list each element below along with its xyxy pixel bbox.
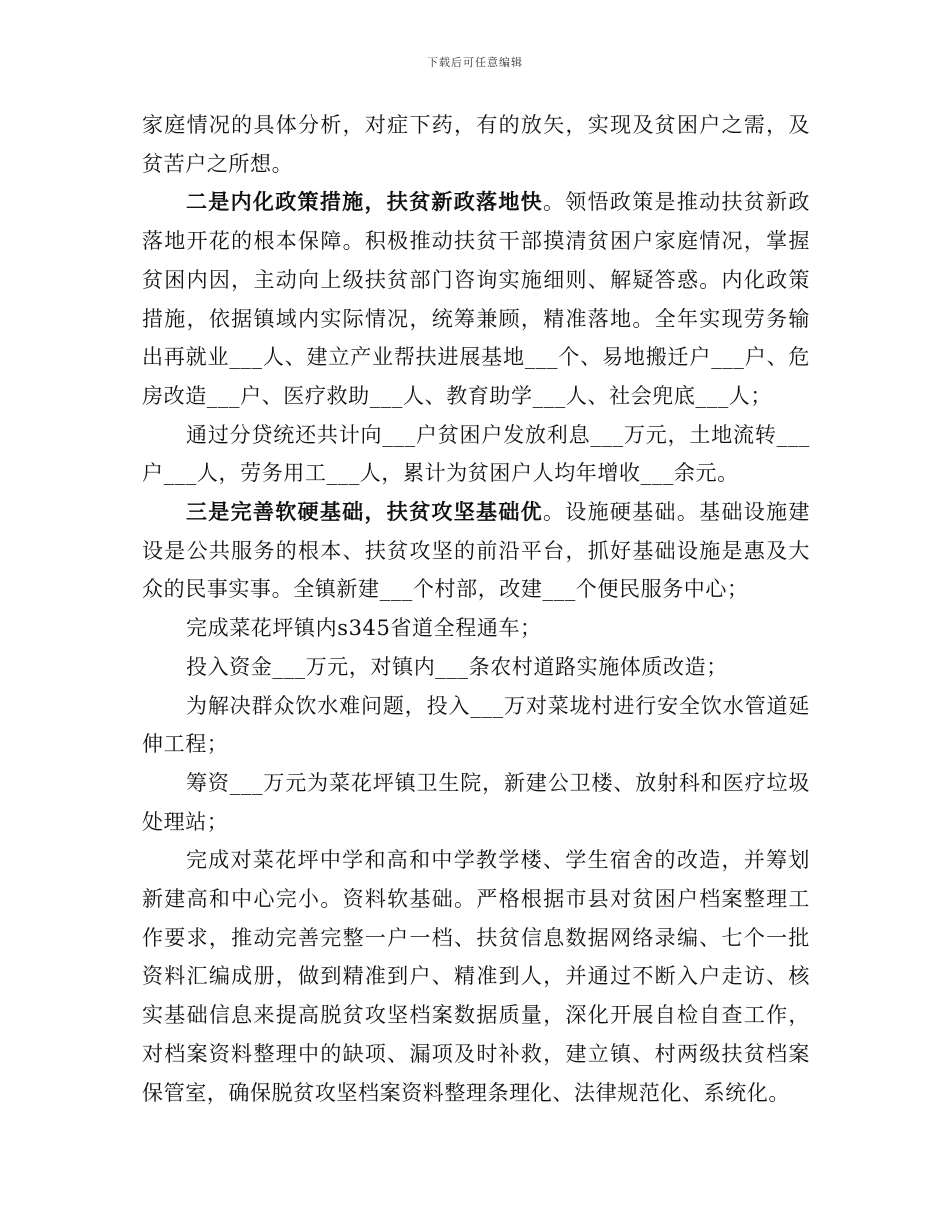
- paragraph-6: [142, 648, 810, 687]
- paragraph-text: 家庭情况的具体分析，对症下药，有的放矢，实现及贫困户之需，及贫苦户之所想。: [142, 113, 810, 176]
- paragraph-2: [142, 183, 810, 415]
- paragraph-7: [142, 687, 810, 764]
- paragraph-text: 。设施硬基础。基础设施建设是公共服务的根本、扶贫攻坚的前沿平台，抓好基础设施是惠及大众的民事实事。全镇新建___个村部，改建___个便民服务中心；: [142, 500, 810, 602]
- paragraph-5: [142, 609, 810, 648]
- paragraph-8: [142, 764, 810, 841]
- paragraph-text: 完成对菜花坪中学和高和中学教学楼、学生宿舍的改造，并筹划新建高和中心完小。资料软基础。严格根据市县对贫困户档案整理工作要求，推动完善完整一户一档、扶贫信息数据网络录编、七个一批资料汇编成册，做到精准到户、精准到人，并通过不断入户走访、核实基础信息来提高脱贫攻坚档案数据质量，深化开展自检自查工作，对档案资料整理中的缺项、漏项及时补救，建立镇、村两级扶贫档案保管室，确保脱贫攻坚档案资料整理条理化、法律规范化、系统化。: [142, 848, 810, 1105]
- paragraph-1: [142, 106, 810, 183]
- paragraph-lead: 三是完善软硬基础，扶贫攻坚基础优: [186, 499, 543, 525]
- paragraph-text: 为解决群众饮水难问题，投入___万对菜垅村进行安全饮水管道延伸工程；: [142, 693, 810, 757]
- paragraph-lead: 二是内化政策措施，扶贫新政落地快: [186, 189, 543, 215]
- page-header: 下载后可任意编辑: [427, 56, 523, 69]
- paragraph-text: 通过分贷统还共计向___户贫困户发放利息___万元，土地流转___户___人，劳务用工___人，累计为贫困户人均年增收___余元。: [142, 422, 810, 486]
- paragraph-3: [142, 416, 810, 493]
- paragraph-text: 完成菜花坪镇内s345省道全程通车；: [186, 616, 542, 641]
- paragraph-4: [142, 493, 810, 609]
- document-body: [142, 106, 810, 1112]
- paragraph-9: [142, 841, 810, 1112]
- paragraph-text: 投入资金___万元，对镇内___条农村道路实施体质改造；: [186, 654, 728, 679]
- paragraph-text: 筹资___万元为菜花坪镇卫生院，新建公卫楼、放射科和医疗垃圾处理站；: [142, 770, 810, 834]
- paragraph-text: 。领悟政策是推动扶贫新政落地开花的根本保障。积极推动扶贫干部摸清贫困户家庭情况，掌握贫困内因，主动向上级扶贫部门咨询实施细则、解疑答惑。内化政策措施，依据镇域内实际情况，统筹兼顾，精准落地。全年实现劳务输出再就业___人、建立产业帮扶进展基地___个、易地搬迁户___户、危房改造___户、医疗救助___人、教育助学___人、社会兜底___人；: [142, 190, 810, 408]
